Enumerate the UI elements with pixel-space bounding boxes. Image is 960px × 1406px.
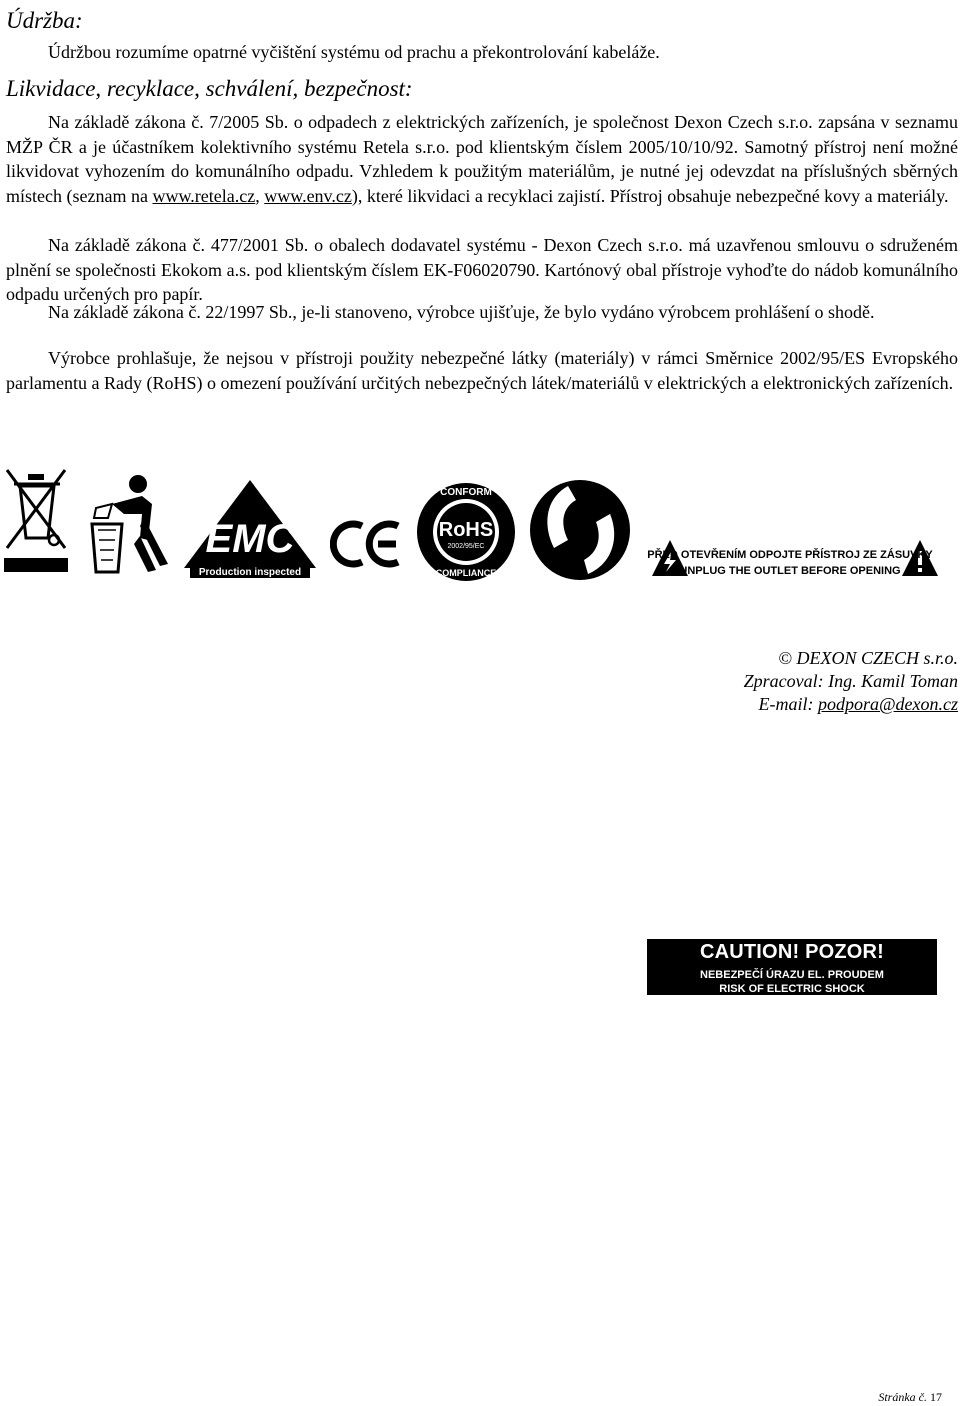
page-number-value: 17 bbox=[930, 1390, 942, 1404]
rohs-center-text: RoHS bbox=[438, 519, 494, 541]
rohs-top-text: CONFORM bbox=[440, 487, 492, 498]
page-label: Stránka č. bbox=[878, 1390, 927, 1404]
caution-line-4: UNPLUG THE OUTLET BEFORE OPENING bbox=[679, 565, 901, 577]
recycling-text-a: Na základě zákona č. 7/2005 Sb. o odpadech z elektrických zařízeních, je společnost Dexon Czech s.r.o. zapsána v seznamu MŽP ČR a je účastníkem kolektivního systému Retela s.r.o. pod klientským číslem 2005/10/10/92. Samotný přístroj není možné likvidovat vyhozením do komunálního odpadu. Vzhledem k použitým materiálům, je nutné jej odevzdat na příslušných sběrných místech (seznam na bbox=[6, 112, 958, 206]
caution-line-3: PŘED OTEVŘENÍM ODPOJTE PŘÍSTROJ ZE ZÁSUVKY bbox=[647, 549, 933, 561]
rohs-sub-text: 2002/95/EC bbox=[447, 543, 485, 550]
maintenance-text: Údržbou rozumíme opatrné vyčištění systému od prachu a překontrolování kabeláže. bbox=[48, 42, 660, 62]
caution-title: CAUTION! POZOR! bbox=[699, 941, 885, 963]
caution-line-1: NEBEZPEČÍ ÚRAZU EL. PROUDEM bbox=[700, 969, 884, 981]
email-line bbox=[758, 693, 958, 715]
conformity-paragraph: Na základě zákona č. 22/1997 Sb., je-li stanoveno, výrobce ujišťuje, že bylo vydáno výrobcem prohlášení o shodě. bbox=[48, 302, 875, 322]
retela-link[interactable]: www.retela.cz bbox=[152, 185, 256, 206]
email-label: E-mail: bbox=[758, 694, 818, 714]
tidy-man-icon bbox=[82, 474, 174, 574]
caution-label bbox=[647, 939, 937, 995]
copyright-line: © DEXON CZECH s.r.o. bbox=[778, 648, 958, 668]
emc-letters: EMC bbox=[205, 517, 295, 561]
section-title-udrzba: Údržba: bbox=[6, 8, 83, 33]
page-number bbox=[878, 1390, 942, 1405]
section-title-likvidace: Likvidace, recyklace, schválení, bezpečnost: bbox=[6, 76, 413, 101]
rohs-bottom-text: COMPLIANCE bbox=[435, 568, 497, 578]
emc-logo-icon bbox=[182, 478, 318, 580]
green-dot-recycling-icon bbox=[528, 478, 632, 582]
rohs-compliance-icon bbox=[416, 482, 516, 582]
rohs-paragraph: Výrobce prohlašuje, že nejsou v přístroji použity nebezpečné látky (materiály) v rámci Směrnice 2002/95/ES Evropského parlamentu a Rady (RoHS) o omezení používání určitých nebezpečných látek/materiálů v elektrických a elektronických zařízeních. bbox=[6, 348, 958, 393]
env-link[interactable]: www.env.cz bbox=[264, 185, 352, 206]
emc-caption: Production inspected bbox=[198, 567, 302, 578]
link-separator: , bbox=[255, 185, 265, 206]
recycling-text-b: ), které likvidaci a recyklaci zajistí. Přístroj obsahuje nebezpečné kovy a materiály. bbox=[351, 185, 949, 206]
ce-mark-icon bbox=[330, 520, 404, 568]
caution-line-2: RISK OF ELECTRIC SHOCK bbox=[719, 983, 865, 995]
weee-crossed-bin-icon bbox=[2, 464, 70, 580]
recycling-paragraph bbox=[6, 110, 958, 208]
packaging-paragraph: Na základě zákona č. 477/2001 Sb. o obalech dodavatel systému - Dexon Czech s.r.o. má uzavřenou smlouvu o sdruženém plnění se společnosti Ekokom a.s. pod klientským číslem EK-F06020790. Kartónový obal přístroje vyhoďte do nádob komunálního odpadu určených pro papír. bbox=[6, 235, 958, 304]
author-line: Zpracoval: Ing. Kamil Toman bbox=[743, 671, 958, 691]
email-link[interactable]: podpora@dexon.cz bbox=[817, 694, 958, 714]
